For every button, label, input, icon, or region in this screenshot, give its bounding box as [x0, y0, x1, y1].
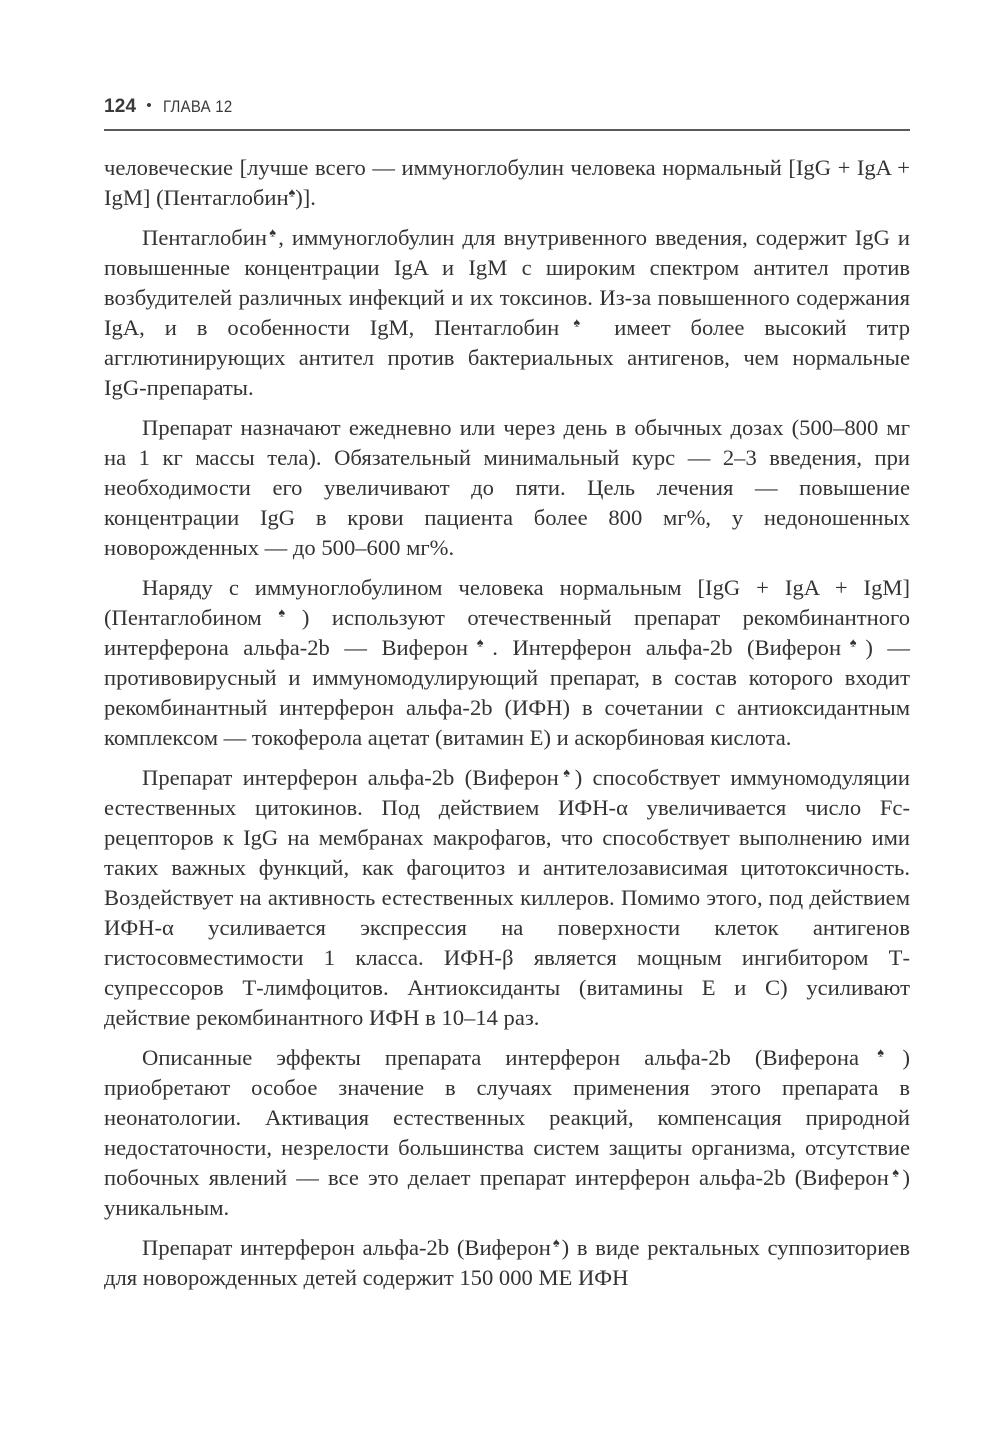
- registered-drug-mark: ♠: [858, 1044, 903, 1059]
- registered-drug-mark: ♠: [261, 604, 302, 619]
- registered-drug-mark: ♠: [559, 314, 595, 329]
- registered-drug-mark: ♠: [288, 184, 296, 199]
- paragraph: Препарат назначают ежедневно или через день в обычных дозах (500–800 мг на 1 кг массы тела). Обязательный минимальный курс — 2–3 введения, при необходимости его увеличивают до пяти. Цель лечения — повышение концентрации IgG в крови пациента более 800 мг%, у недоношенных новорожденных — до 500–600 мг%.: [104, 414, 910, 560]
- registered-drug-mark: ♠: [266, 224, 279, 239]
- paragraph: Пентаглобин♠, иммуноглобулин для внутривенного введения, содержит IgG и повышенные концентрации IgA и IgM с широким спектром антител против возбудителей различных инфекций и их токсинов. Из-за повышенного содержания IgA, и в особенности IgM, Пентаглобин♠ имеет более высокий титр агглютинирующих антител против бактериальных антигенов, чем нормальные IgG-препараты.: [104, 224, 910, 400]
- registered-drug-mark: ♠: [558, 764, 575, 779]
- chapter-label: ГЛАВА 12: [162, 97, 233, 116]
- header-separator: •: [146, 97, 152, 114]
- paragraph: человеческие [лучше всего — иммуноглобулин человека нормальный [IgG + IgA + IgM] (Пентаглобин♠)].: [104, 154, 910, 210]
- registered-drug-mark: ♠: [888, 1164, 903, 1179]
- body-text: [104, 153, 910, 1293]
- paragraph: Препарат интерферон альфа-2b (Виферон♠) способствует иммуномодуляции естественных цитокинов. Под действием ИФН-α увеличивается число Fc-рецепторов к IgG на мембранах макрофагов, что способствует выполнению ими таких важных функций, как фагоцитоз и антителозависимая цитотоксичность. Воздействует на активность естественных киллеров. Помимо этого, под действием ИФН-α усиливается экспрессия на поверхности клеток антигенов гистосовместимости 1 класса. ИФН-β является мощным ингибитором Т-супрессоров Т-лимфоцитов. Антиоксиданты (витамины Е и С) усиливают действие рекомбинантного ИФН в 10–14 раз.: [104, 764, 910, 1030]
- page-number: 124: [104, 96, 137, 117]
- book-page: [104, 96, 910, 1303]
- paragraph: Наряду с иммуноглобулином человека нормальным [IgG + IgA + IgM] (Пентаглобином♠) используют отечественный препарат рекомбинантного интерферона альфа-2b — Виферон♠. Интерферон альфа-2b (Виферон♠) — противовирусный и иммуномодулирующий препарат, в состав которого входит рекомбинантный интерферон альфа-2b (ИФН) в сочетании с антиоксидантным комплексом — токоферола ацетат (витамин Е) и аскорбиновая кислота.: [104, 574, 910, 750]
- registered-drug-mark: ♠: [550, 1234, 562, 1249]
- paragraph: Описанные эффекты препарата интерферон альфа-2b (Виферона♠) приобретают особое значение в случаях применения этого препарата в неонатологии. Активация естественных реакций, компенсация природной недостаточности, незрелости большинства систем защиты организма, отсутствие побочных явлений — все это делает препарат интерферон альфа-2b (Виферон♠) уникальным.: [104, 1044, 910, 1220]
- header-rule: [104, 129, 910, 131]
- paragraph: Препарат интерферон альфа-2b (Виферон♠) в виде ректальных суппозиториев для новорожденных детей содержит 150 000 МЕ ИФН: [104, 1234, 911, 1290]
- running-head: [104, 96, 910, 126]
- registered-drug-mark: ♠: [467, 634, 493, 649]
- registered-drug-mark: ♠: [841, 634, 866, 649]
